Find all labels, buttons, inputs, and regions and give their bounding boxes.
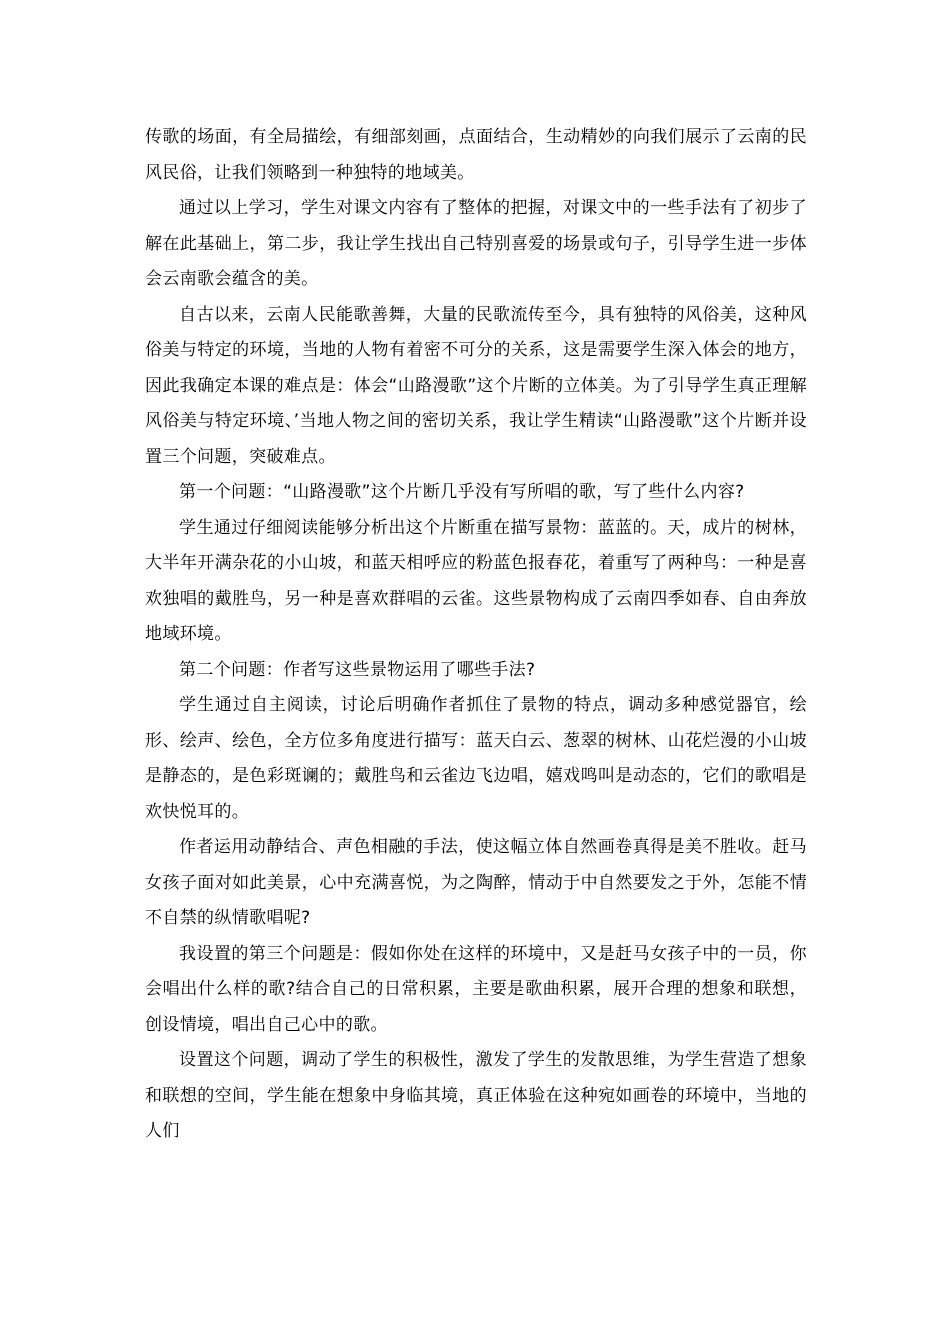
paragraph: 作者运用动静结合、声色相融的手法，使这幅立体自然画卷真得是美不胜收。赶马女孩子面对如此美景，心中充满喜悦，为之陶醉，情动于中自然要发之于外，怎能不情不自禁的纵情歌唱呢? [145,837,807,928]
paragraph: 自古以来，云南人民能歌善舞，大量的民歌流传至今，具有独特的风俗美，这种风俗美与特定的环境，当地的人物有着密不可分的关系，这是需要学生深入体会的地方，因此我确定本课的难点是：体会“山路漫歌”这个片断的立体美。为了引导学生真正理解风俗美与特定环境、’当地人物之间的密切关系，我让学生精读“山路漫歌”这个片断并设置三个问题，突破难点。 [145,304,807,467]
paragraph: 第一个问题：“山路漫歌”这个片断几乎没有写所唱的歌，写了些什么内容? [179,482,745,502]
paragraph: 学生通过自主阅读，讨论后明确作者抓住了景物的特点，调动多种感觉器官，绘形、绘声、绘色，全方位多角度进行描写：蓝天白云、葱翠的树林、山花烂漫的小山坡是静态的，是色彩斑谰的；戴胜鸟和云雀边飞边唱，嬉戏鸣叫是动态的，它们的歌唱是欢快悦耳的。 [145,695,807,822]
paragraph: 学生通过仔细阅读能够分析出这个片断重在描写景物：蓝蓝的。天，成片的树林，大半年开满杂花的小山坡，和蓝天相呼应的粉蓝色报春花，着重写了两种鸟：一种是喜欢独唱的戴胜鸟，另一种是喜欢群唱的云雀。这些景物构成了云南四季如春、自由奔放地域环境。 [145,517,807,644]
paragraph: 设置这个问题，调动了学生的积极性，激发了学生的发散思维，为学生营造了想象和联想的空间，学生能在想象中身临其境，真正体验在这种宛如画卷的环境中，当地的人们 [145,1050,807,1141]
paragraph: 传歌的场面，有全局描绘，有细部刻画，点面结合，生动精妙的向我们展示了云南的民风民俗，让我们领略到一种独特的地域美。 [145,127,807,183]
paragraph: 第二个问题：作者写这些景物运用了哪些手法? [179,659,536,680]
paragraph: 通过以上学习，学生对课文内容有了整体的把握，对课文中的一些手法有了初步了解在此基础上，第二步，我让学生找出自己特别喜爱的场景或句子，引导学生进一步体会云南歌会蕴含的美。 [145,198,807,289]
document-body [145,120,807,1150]
paragraph: 我设置的第三个问题是：假如你处在这样的环境中，又是赶马女孩子中的一员，你会唱出什么样的歌?结合自己的日常积累，主要是歌曲积累，展开合理的想象和联想，创设情境，唱出自己心中的歌。 [145,943,807,1035]
